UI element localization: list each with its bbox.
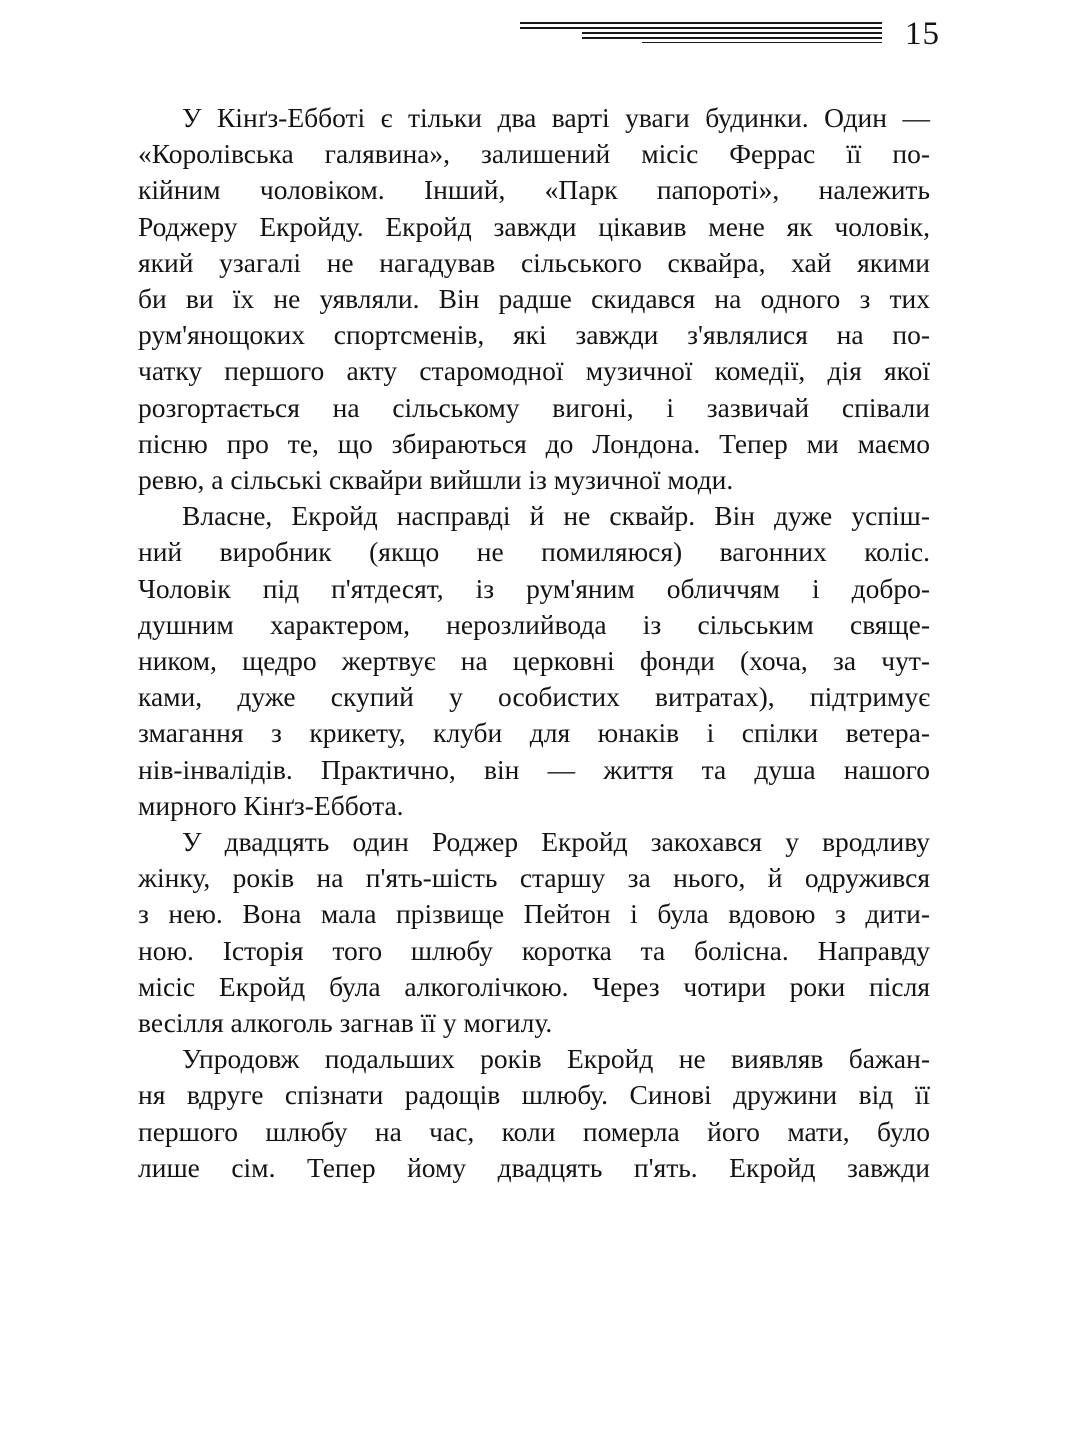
- text-line: Роджеру Екройду. Екройд завжди цікавив мене як чоловік,: [138, 210, 930, 242]
- text-line: ревю, а сільські сквайри вийшли із музичної моди.: [138, 464, 734, 496]
- paragraph: [138, 498, 930, 824]
- text-line: з нею. Вона мала прізвище Пейтон і була вдовою з дити-: [138, 898, 930, 930]
- text-line: ником, щедро жертвує на церковні фонди (хоча, за чут-: [138, 645, 930, 677]
- text-line: ня вдруге спізнати радощів шлюбу. Синові дружини від її: [138, 1079, 930, 1111]
- page-header: [520, 14, 940, 54]
- text-line: місіс Екройд була алкоголічкою. Через чотири роки після: [138, 970, 930, 1002]
- text-line: душним характером, нерозлийвода із сільським свяще-: [138, 608, 930, 640]
- text-line: «Королівська галявина», залишений місіс Феррас її по-: [138, 138, 930, 170]
- text-line: мирного Кінґз-Еббота.: [138, 789, 404, 821]
- header-rule-decoration: [520, 22, 882, 48]
- text-line: чатку першого акту старомодної музичної комедії, дія якої: [138, 355, 930, 387]
- text-line: першого шлюбу на час, коли померла його мати, було: [138, 1115, 930, 1147]
- text-line: рум'янощоких спортсменів, які завжди з'являлися на по-: [138, 319, 930, 351]
- text-line: який узагалі не нагадував сільського сквайра, хай якими: [138, 246, 930, 278]
- text-line: У двадцять один Роджер Екройд закохався у вродливу: [182, 826, 930, 858]
- text-line: Чоловік під п'ятдесят, із рум'яним обличчям і добро-: [138, 572, 930, 604]
- text-line: розгортається на сільському вигоні, і зазвичай співали: [138, 391, 930, 423]
- text-line: У Кінґз-Ебботі є тільки два варті уваги будинки. Один —: [182, 102, 930, 133]
- text-line: кійним чоловіком. Інший, «Парк папороті», належить: [138, 174, 930, 206]
- text-line: ною. Історія того шлюбу коротка та болісна. Направду: [138, 934, 930, 966]
- text-line: пісню про те, що збираються до Лондона. Тепер ми маємо: [138, 427, 930, 459]
- text-line: ками, дуже скупий у особистих витратах), підтримує: [138, 681, 930, 713]
- text-line: Власне, Екройд насправді й не сквайр. Він дуже успіш-: [182, 500, 930, 532]
- text-line: нів-інвалідів. Практично, він — життя та душа нашого: [138, 753, 930, 785]
- page-number: 15: [905, 16, 940, 52]
- paragraph: [138, 1041, 930, 1186]
- text-line: змагання з крикету, клуби для юнаків і спілки ветера-: [138, 717, 930, 749]
- paragraph: [138, 100, 930, 498]
- text-line: весілля алкоголь загнав її у могилу.: [138, 1007, 553, 1039]
- text-line: би ви їх не уявляли. Він радше скидався на одного з тих: [138, 283, 930, 315]
- text-line: жінку, років на п'ять-шість старшу за нього, й одружився: [138, 862, 930, 894]
- text-line: ний виробник (якщо не помиляюся) вагонних коліс.: [138, 536, 930, 568]
- text-line: лише сім. Тепер йому двадцять п'ять. Екройд завжди: [138, 1151, 930, 1183]
- paragraph: [138, 824, 930, 1041]
- body-text: [138, 100, 930, 1186]
- text-line: Упродовж подальших років Екройд не виявляв бажан-: [182, 1043, 930, 1075]
